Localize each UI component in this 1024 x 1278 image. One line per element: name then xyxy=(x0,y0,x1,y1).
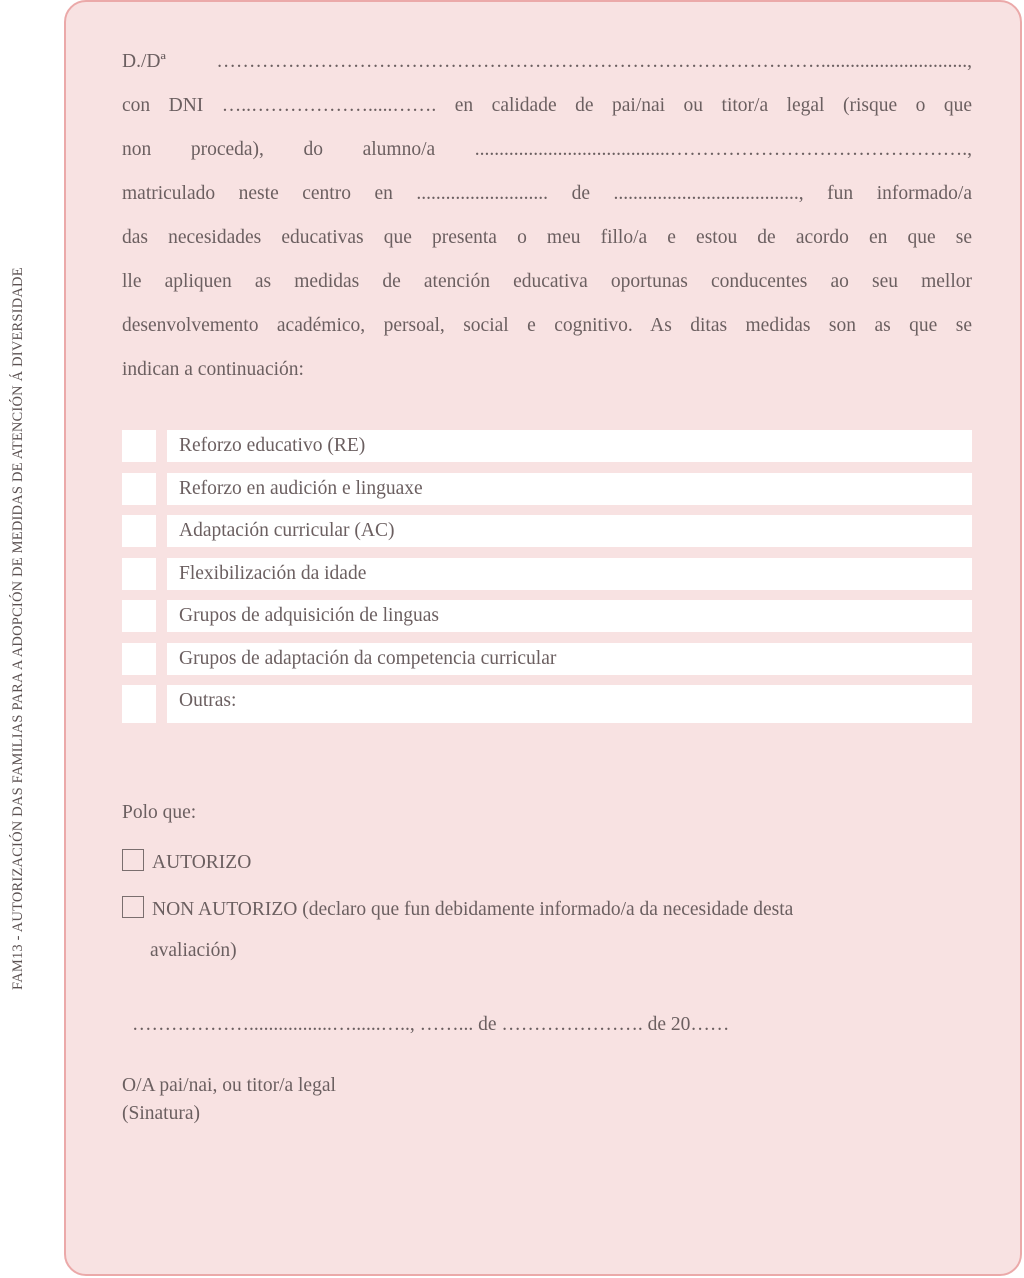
measure-checkbox[interactable] xyxy=(122,558,156,590)
measure-row xyxy=(122,515,972,547)
place-date-line: ……………….................…......….., ……... de …………………. de 20…… xyxy=(132,1014,730,1035)
paragraph-line: matriculado neste centro en ........................... de ......................................, fun informado/a xyxy=(122,183,972,204)
measure-row xyxy=(122,473,972,505)
measure-row xyxy=(122,430,972,462)
polo-que-label: Polo que: xyxy=(122,802,197,823)
measure-label: Adaptación curricular (AC) xyxy=(167,515,972,547)
measure-label: Outras: xyxy=(167,685,972,723)
non-autorizo-label-continued: avaliación) xyxy=(150,940,237,961)
autorizo-option[interactable] xyxy=(122,849,251,874)
non-autorizo-checkbox[interactable] xyxy=(122,896,144,918)
measure-row xyxy=(122,600,972,632)
measure-row xyxy=(122,643,972,675)
measure-label: Grupos de adquisición de linguas xyxy=(167,600,972,632)
measure-checkbox[interactable] xyxy=(122,643,156,675)
signature-block xyxy=(122,1072,336,1128)
measures-list xyxy=(122,430,972,734)
measure-checkbox[interactable] xyxy=(122,685,156,723)
non-autorizo-label: NON AUTORIZO (declaro que fun debidamente informado/a da necesidade desta xyxy=(152,899,794,920)
measure-checkbox[interactable] xyxy=(122,515,156,547)
measure-checkbox[interactable] xyxy=(122,600,156,632)
measure-label: Flexibilización da idade xyxy=(167,558,972,590)
paragraph-line: lle apliquen as medidas de atención educativa oportunas conducentes ao seu mellor xyxy=(122,271,972,292)
measure-label: Grupos de adaptación da competencia curricular xyxy=(167,643,972,675)
declaration-paragraph xyxy=(122,40,972,392)
autorizo-label: AUTORIZO xyxy=(152,852,252,873)
side-title: FAM13 - AUTORIZACIÓN DAS FAMILIAS PARA A ADOPCIÓN DE MEDIDAS DE ATENCIÓN Á DIVERSIDADE xyxy=(10,267,26,990)
paragraph-line: con DNI …..……………….....……. en calidade de pai/nai ou titor/a legal (risque o que xyxy=(122,95,972,116)
measure-checkbox[interactable] xyxy=(122,473,156,505)
paragraph-line: non proceda), do alumno/a ........................................………………………………………., xyxy=(122,139,972,160)
non-autorizo-option[interactable] xyxy=(122,896,793,921)
autorizo-checkbox[interactable] xyxy=(122,849,144,871)
paragraph-line: D./Dª ………………………………………………………………………………….............................., xyxy=(122,51,972,72)
signature-label: (Sinatura) xyxy=(122,1103,200,1124)
form-panel xyxy=(64,0,1022,1276)
paragraph-line: das necesidades educativas que presenta o meu fillo/a e estou de acordo en que se xyxy=(122,227,972,248)
measure-label: Reforzo educativo (RE) xyxy=(167,430,972,462)
measure-checkbox[interactable] xyxy=(122,430,156,462)
paragraph-line: indican a continuación: xyxy=(122,359,304,380)
measure-row xyxy=(122,558,972,590)
measure-label: Reforzo en audición e linguaxe xyxy=(167,473,972,505)
measure-row xyxy=(122,685,972,723)
paragraph-line: desenvolvemento académico, persoal, social e cognitivo. As ditas medidas son as que se xyxy=(122,315,972,336)
signature-role: O/A pai/nai, ou titor/a legal xyxy=(122,1075,336,1096)
